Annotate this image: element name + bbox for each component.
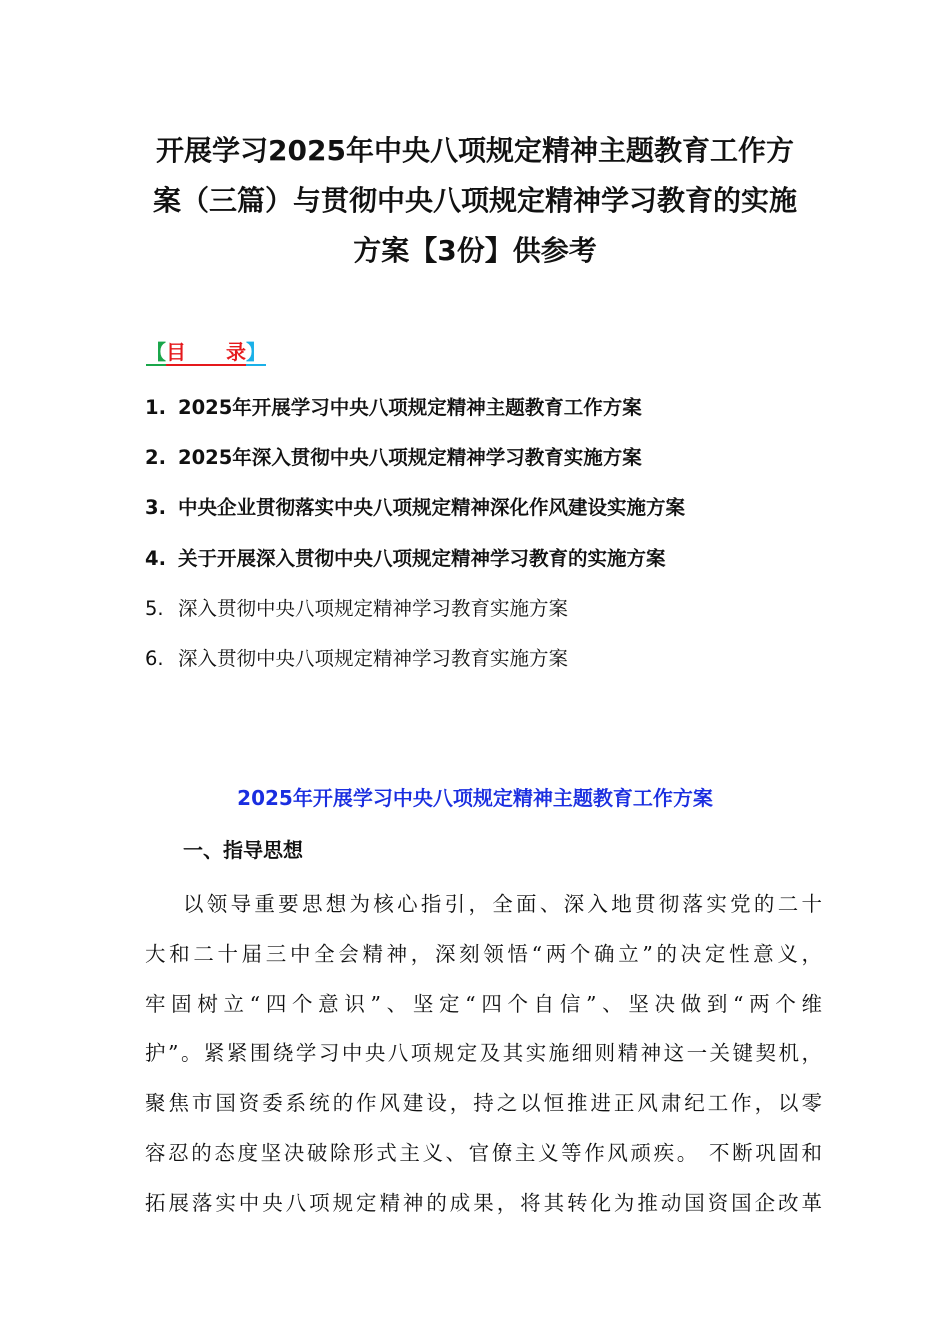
document-title <box>140 126 810 276</box>
paragraph-line: 容忍的态度坚决破除形式主义、官僚主义等作风顽疾。 不断巩固和 <box>145 1140 822 1165</box>
toc-item-text: 2025年深入贯彻中央八项规定精神学习教育实施方案 <box>178 446 642 470</box>
toc-heading <box>146 336 266 365</box>
toc-item-number: 4. <box>145 546 166 570</box>
paragraph-line: 牢固树立“四个意识”、坚定“四个自信”、坚决做到“两个维 <box>145 991 822 1016</box>
toc-item-number: 1. <box>145 396 166 419</box>
toc-item-text: 深入贯彻中央八项规定精神学习教育实施方案 <box>178 596 569 620</box>
toc-item[interactable] <box>145 534 685 584</box>
toc-item-number: 3. <box>145 496 166 520</box>
toc-item-number: 6. <box>145 647 164 671</box>
toc-item[interactable] <box>145 483 685 533</box>
toc-left-bracket: 【 <box>146 340 166 364</box>
paragraph-line: 大和二十届三中全会精神，深刻领悟“两个确立”的决定性意义， <box>145 941 822 966</box>
toc-item-number: 2. <box>145 446 166 470</box>
title-line: 开展学习2025年中央八项规定精神主题教育工作方 <box>156 134 794 167</box>
paragraph-line: 护”。紧紧围绕学习中央八项规定及其实施细则精神这一关键契机， <box>145 1041 822 1066</box>
toc-item-text: 2025年开展学习中央八项规定精神主题教育工作方案 <box>178 396 642 419</box>
section-title: 2025年开展学习中央八项规定精神主题教育工作方案 <box>237 786 713 810</box>
toc-item-text: 中央企业贯彻落实中央八项规定精神深化作风建设实施方案 <box>178 496 686 520</box>
title-line: 案（三篇）与贯彻中央八项规定精神学习教育的实施 <box>152 184 797 217</box>
paragraph-line: 聚焦市国资委系统的作风建设，持之以恒推进正风肃纪工作，以零 <box>145 1091 822 1116</box>
toc-item[interactable] <box>145 433 685 483</box>
toc-item-number: 5. <box>145 596 164 620</box>
title-line: 方案【3份】供参考 <box>353 234 597 267</box>
paragraph-line: 拓展落实中央八项规定精神的成果，将其转化为推动国资国企改革 <box>145 1190 822 1215</box>
toc-label: 目 录 <box>166 340 246 364</box>
body-paragraph <box>145 880 822 1229</box>
table-of-contents <box>145 383 685 684</box>
paragraph-line: 以领导重要思想为核心指引，全面、深入地贯彻落实党的二十 <box>183 892 822 916</box>
toc-right-bracket: 】 <box>246 340 266 364</box>
toc-item-text: 深入贯彻中央八项规定精神学习教育实施方案 <box>178 647 569 671</box>
section-heading: 一、指导思想 <box>183 838 303 862</box>
toc-item[interactable] <box>145 634 685 684</box>
toc-item[interactable] <box>145 584 685 634</box>
toc-item[interactable] <box>145 383 685 433</box>
toc-item-text: 关于开展深入贯彻中央八项规定精神学习教育的实施方案 <box>178 546 666 570</box>
